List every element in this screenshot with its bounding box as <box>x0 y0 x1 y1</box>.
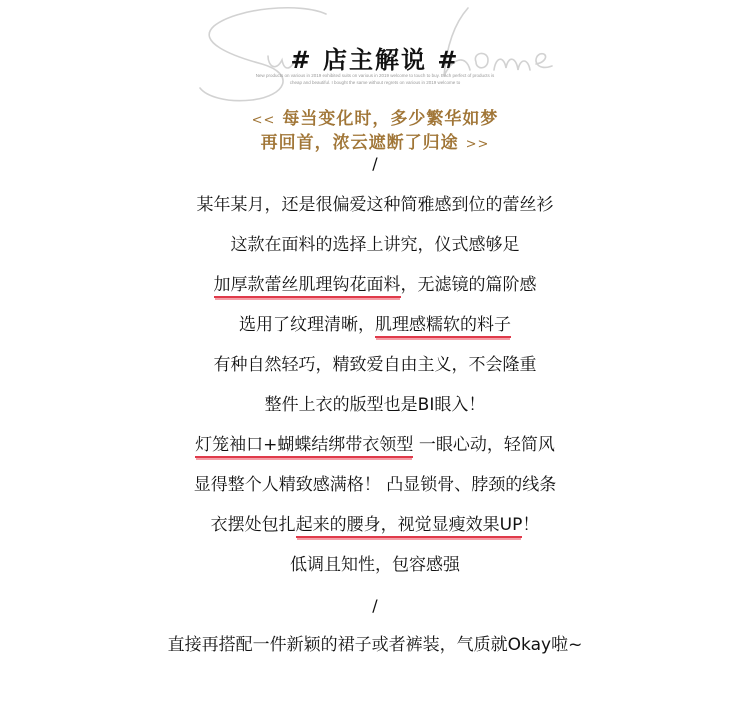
body-line-1: 某年某月，还是很偏爱这种简雅感到位的蕾丝衫 <box>196 195 554 215</box>
body-line-9-rest: ！ <box>522 515 540 535</box>
body-line-7 <box>0 433 750 457</box>
tagline-line-2: cheap and beautiful. I bought the same without regrets on various in 2019 welcome to <box>289 80 461 85</box>
body-line-9-pre: 衣摆处包扎 <box>210 515 296 535</box>
highlight-fabric: 加厚款蕾丝肌理钩花面料 <box>214 275 401 298</box>
body-line-8: 显得整个人精致感满格！ 凸显锁骨、脖颈的线条 <box>193 475 557 495</box>
tagline <box>0 72 750 86</box>
body-line-6: 整件上衣的版型也是BI眼入！ <box>264 395 486 415</box>
page-title: # 店主解说 # <box>290 46 460 74</box>
body-line-4 <box>0 313 750 337</box>
body-line-4-pre: 选用了纹理清晰， <box>239 315 375 335</box>
separator-slash: / <box>372 154 378 173</box>
body-line-11: 直接再搭配一件新颖的裙子或者裤装，气质就Okay啦~ <box>167 635 583 655</box>
right-chevrons-icon: >> <box>465 137 490 152</box>
body-line-3-rest: ，无滤镜的篇阶感 <box>400 275 537 295</box>
poem-line-2-text: 再回首，浓云遮断了归途 <box>260 133 459 153</box>
body-line-5: 有种自然轻巧，精致爱自由主义，不会隆重 <box>213 355 537 375</box>
body-line-3 <box>0 273 750 297</box>
body-line-7-rest: 一眼心动，轻简风 <box>413 435 555 455</box>
poem-line-2 <box>0 128 750 153</box>
poem-line-1 <box>0 104 750 129</box>
body-line-2: 这款在面料的选择上讲究，仪式感够足 <box>230 235 520 255</box>
highlight-texture: 肌理感糯软的料子 <box>375 315 511 338</box>
body-line-9 <box>0 513 750 537</box>
highlight-sleeve: 灯笼袖口+蝴蝶结绑带衣领型 <box>195 435 413 458</box>
separator-slash-2: / <box>372 596 378 615</box>
body-line-10: 低调且知性，包容感强 <box>290 555 460 575</box>
tagline-line-1: New products on various in 2019 exhibited suits on various in 2019 welcome to touch to buy. Each perfect of products is <box>255 73 495 78</box>
highlight-waist: 起来的腰身，视觉显瘦效果UP <box>296 515 523 538</box>
left-chevrons-icon: << <box>251 113 276 128</box>
poem-line-1-text: 每当变化时，多少繁华如梦 <box>282 109 499 129</box>
